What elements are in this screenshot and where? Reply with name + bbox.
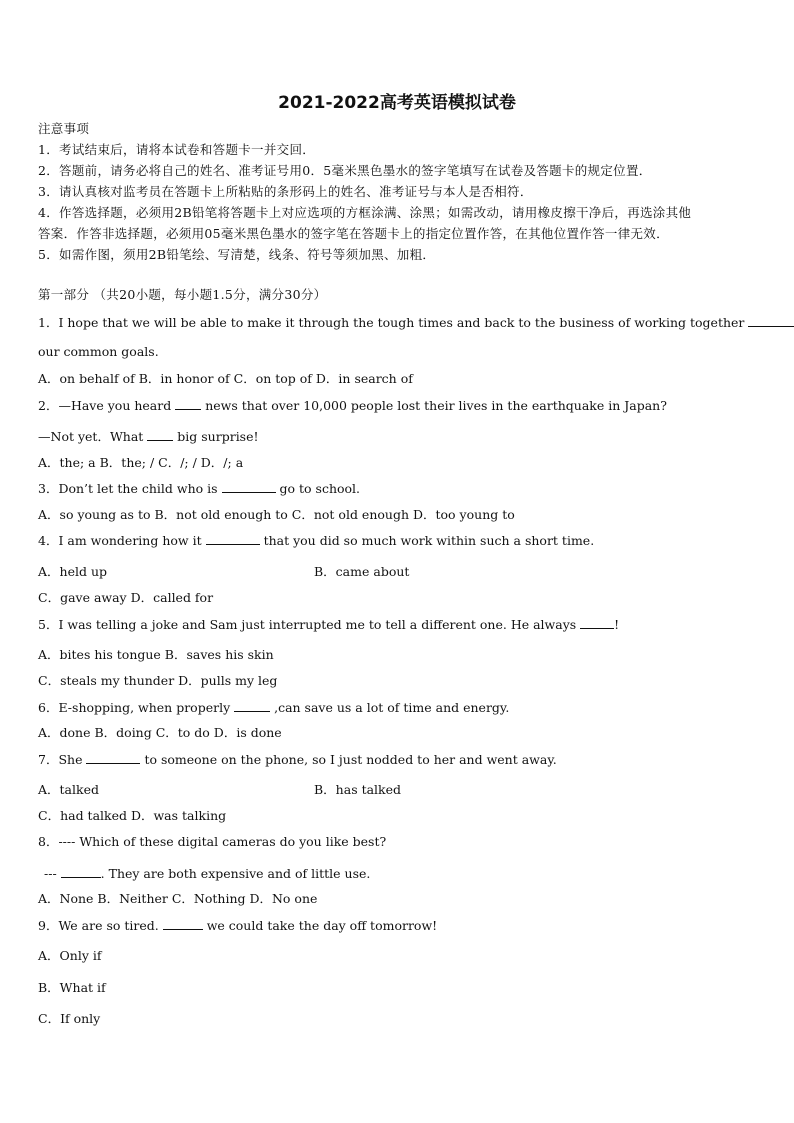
question-text: we could take the day off tomorrow! xyxy=(206,918,438,933)
answer-blank xyxy=(175,397,201,410)
options-c-d: C．gave away D．called for xyxy=(38,590,214,605)
question-text: 4．I am wondering how it xyxy=(38,533,202,548)
question-text: news that over 10,000 people lost their lives in the earthquake in Japan? xyxy=(205,398,667,413)
question-7-stem xyxy=(38,751,557,768)
question-8-stem: 8．---- Which of these digital cameras do you like best? xyxy=(38,834,387,849)
question-6-stem xyxy=(38,699,509,716)
notice-item: 答案．作答非选择题，必须用05毫米黑色墨水的签字笔在答题卡上的指定位置作答，在其他位置作答一律无效． xyxy=(38,226,669,241)
question-2-reply xyxy=(38,428,259,445)
answer-blank xyxy=(147,428,173,441)
answer-blank xyxy=(61,865,101,878)
notice-item: 5．如需作图，须用2B铅笔绘、写清楚，线条、符号等须加黑、加粗． xyxy=(38,247,436,262)
question-2-options: A．the; a B．the; / C．/; / D．/; a xyxy=(38,455,244,470)
question-text: 9．We are so tired. xyxy=(38,918,159,933)
answer-blank xyxy=(580,616,614,629)
exam-title: 2021-2022高考英语模拟试卷 xyxy=(278,93,516,113)
question-1-options: A．on behalf of B．in honor of C．on top of D．in search of xyxy=(38,371,413,386)
notice-item: 2．答题前，请务必将自己的姓名、准考证号用0．5毫米黑色墨水的签字笔填写在试卷及答题卡的规定位置． xyxy=(38,163,652,178)
options-c-d: C．had talked D．was talking xyxy=(38,808,227,823)
option-c: C．If only xyxy=(38,1011,101,1026)
option-a: A．talked xyxy=(38,782,99,797)
question-text: 6．E-shopping, when properly xyxy=(38,700,231,715)
question-text: go to school. xyxy=(279,481,361,496)
question-3-stem xyxy=(38,480,360,497)
notice-heading: 注意事项 xyxy=(38,121,90,136)
question-5-options-ab: A．bites his tongue B．saves his skin xyxy=(38,647,274,662)
question-text: that you did so much work within such a short time. xyxy=(263,533,595,548)
question-text: 1．I hope that we will be able to make it through the tough times and back to the business of working together xyxy=(38,315,745,330)
answer-blank xyxy=(234,699,270,712)
question-2-stem xyxy=(38,397,667,414)
question-text: 7．She xyxy=(38,752,83,767)
question-6-options: A．done B．doing C．to do D．is done xyxy=(38,725,282,740)
question-text: to someone on the phone, so I just nodded to her and went away. xyxy=(144,752,557,767)
question-1-continuation: our common goals. xyxy=(38,344,159,359)
question-text: --- xyxy=(44,866,57,881)
question-8-options: A．None B．Neither C．Nothing D．No one xyxy=(38,891,318,906)
answer-blank xyxy=(86,751,140,764)
question-text: ,can save us a lot of time and energy. xyxy=(274,700,510,715)
answer-blank xyxy=(163,917,203,930)
question-8-reply xyxy=(44,865,370,882)
question-1-stem xyxy=(38,314,794,331)
question-4-stem xyxy=(38,532,594,549)
question-text: 5．I was telling a joke and Sam just interrupted me to tell a different one. He always xyxy=(38,617,577,632)
option-a: A．Only if xyxy=(38,948,102,963)
notice-item: 1．考试结束后，请将本试卷和答题卡一并交回． xyxy=(38,142,316,157)
option-b: B．What if xyxy=(38,980,106,995)
question-5-stem xyxy=(38,616,619,633)
option-b: B．came about xyxy=(314,564,410,579)
option-a: A．held up xyxy=(38,564,108,579)
question-text: 2．—Have you heard xyxy=(38,398,172,413)
question-5-options-cd: C．steals my thunder D．pulls my leg xyxy=(38,673,278,688)
question-text: ! xyxy=(614,617,620,632)
answer-blank xyxy=(206,532,260,545)
question-9-stem xyxy=(38,917,437,934)
answer-blank xyxy=(748,314,794,327)
question-text: —Not yet．What xyxy=(38,429,144,444)
option-b: B．has talked xyxy=(314,782,402,797)
question-text: 3．Don’t let the child who is xyxy=(38,481,218,496)
notice-item: 3．请认真核对监考员在答题卡上所粘贴的条形码上的姓名、准考证号与本人是否相符． xyxy=(38,184,533,199)
question-text: . They are both expensive and of little use. xyxy=(100,866,371,881)
question-3-options: A．so young as to B．not old enough to C．not old enough D．too young to xyxy=(38,507,515,522)
answer-blank xyxy=(222,480,276,493)
notice-item: 4．作答选择题，必须用2B铅笔将答题卡上对应选项的方框涂满、涂黑；如需改动，请用橡皮擦干净后，再选涂其他 xyxy=(38,205,692,220)
question-text: big surprise! xyxy=(177,429,259,444)
section-heading: 第一部分 （共20小题，每小题1.5分，满分30分） xyxy=(38,287,327,302)
